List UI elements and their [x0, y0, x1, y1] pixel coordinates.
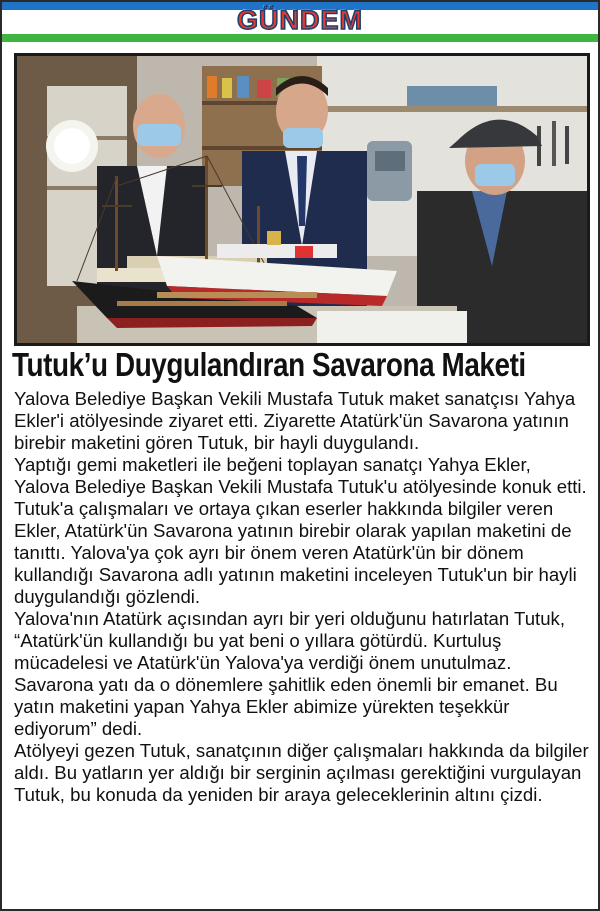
article-paragraph: Yalova'nın Atatürk açısından ayrı bir yeri olduğunu hatırlatan Tutuk, “Atatürk'ün kullandığı bu yat beni o yıllara götürdü. Kurtuluş mücadelesi ve Atatürk'ün Yalova'ya verdiği önem unutulmaz. Savarona yatı da o dönemlere şahitlik eden önemli bir emanet. Bu yatın maketini yapan Yahya Ekler abimize yürekten teşekkür ediyorum” dedi.: [14, 608, 566, 739]
section-banner: [2, 2, 598, 42]
article-paragraph: Atölyeyi gezen Tutuk, sanatçının diğer çalışmaları hakkında da bilgiler aldı. Bu yatların yer aldığı bir serginin açılması gerektiğini vurgulayan Tutuk, bu konuda da yeniden bir araya geleceklerinin altını çizdi.: [14, 740, 589, 805]
article-paragraph: Yalova Belediye Başkan Vekili Mustafa Tutuk maket sanatçısı Yahya Ekler'i atölyesinde ziyaret etti. Ziyarette Atatürk'ün Savarona yatının birebir maketini gören Tutuk, bir hayli duygulandı.: [14, 388, 576, 453]
section-title: GÜNDEM: [237, 5, 363, 35]
article-headline: Tutuk’u Duygulandıran Savarona Maketi: [12, 346, 526, 383]
news-photo: [14, 53, 590, 346]
article-body: [14, 388, 590, 806]
workshop-photo-illustration: [17, 56, 587, 343]
article-paragraph: Yaptığı gemi maketleri ile beğeni toplayan sanatçı Yahya Ekler, Yalova Belediye Başkan Vekili Mustafa Tutuk'u atölyesinde konuk etti. Tutuk'a çalışmaları ve ortaya çıkan eserler hakkında bilgiler veren Ekler, Atatürk'ün Savarona yatının birebir olarak yapılan maketini de tanıttı. Yalova'ya çok ayrı bir önem veren Atatürk'ün bir dönem kullandığı Savarona adlı yatının maketini inceleyen Tutuk'un bir hayli duygulandığı gözlendi.: [14, 454, 587, 607]
